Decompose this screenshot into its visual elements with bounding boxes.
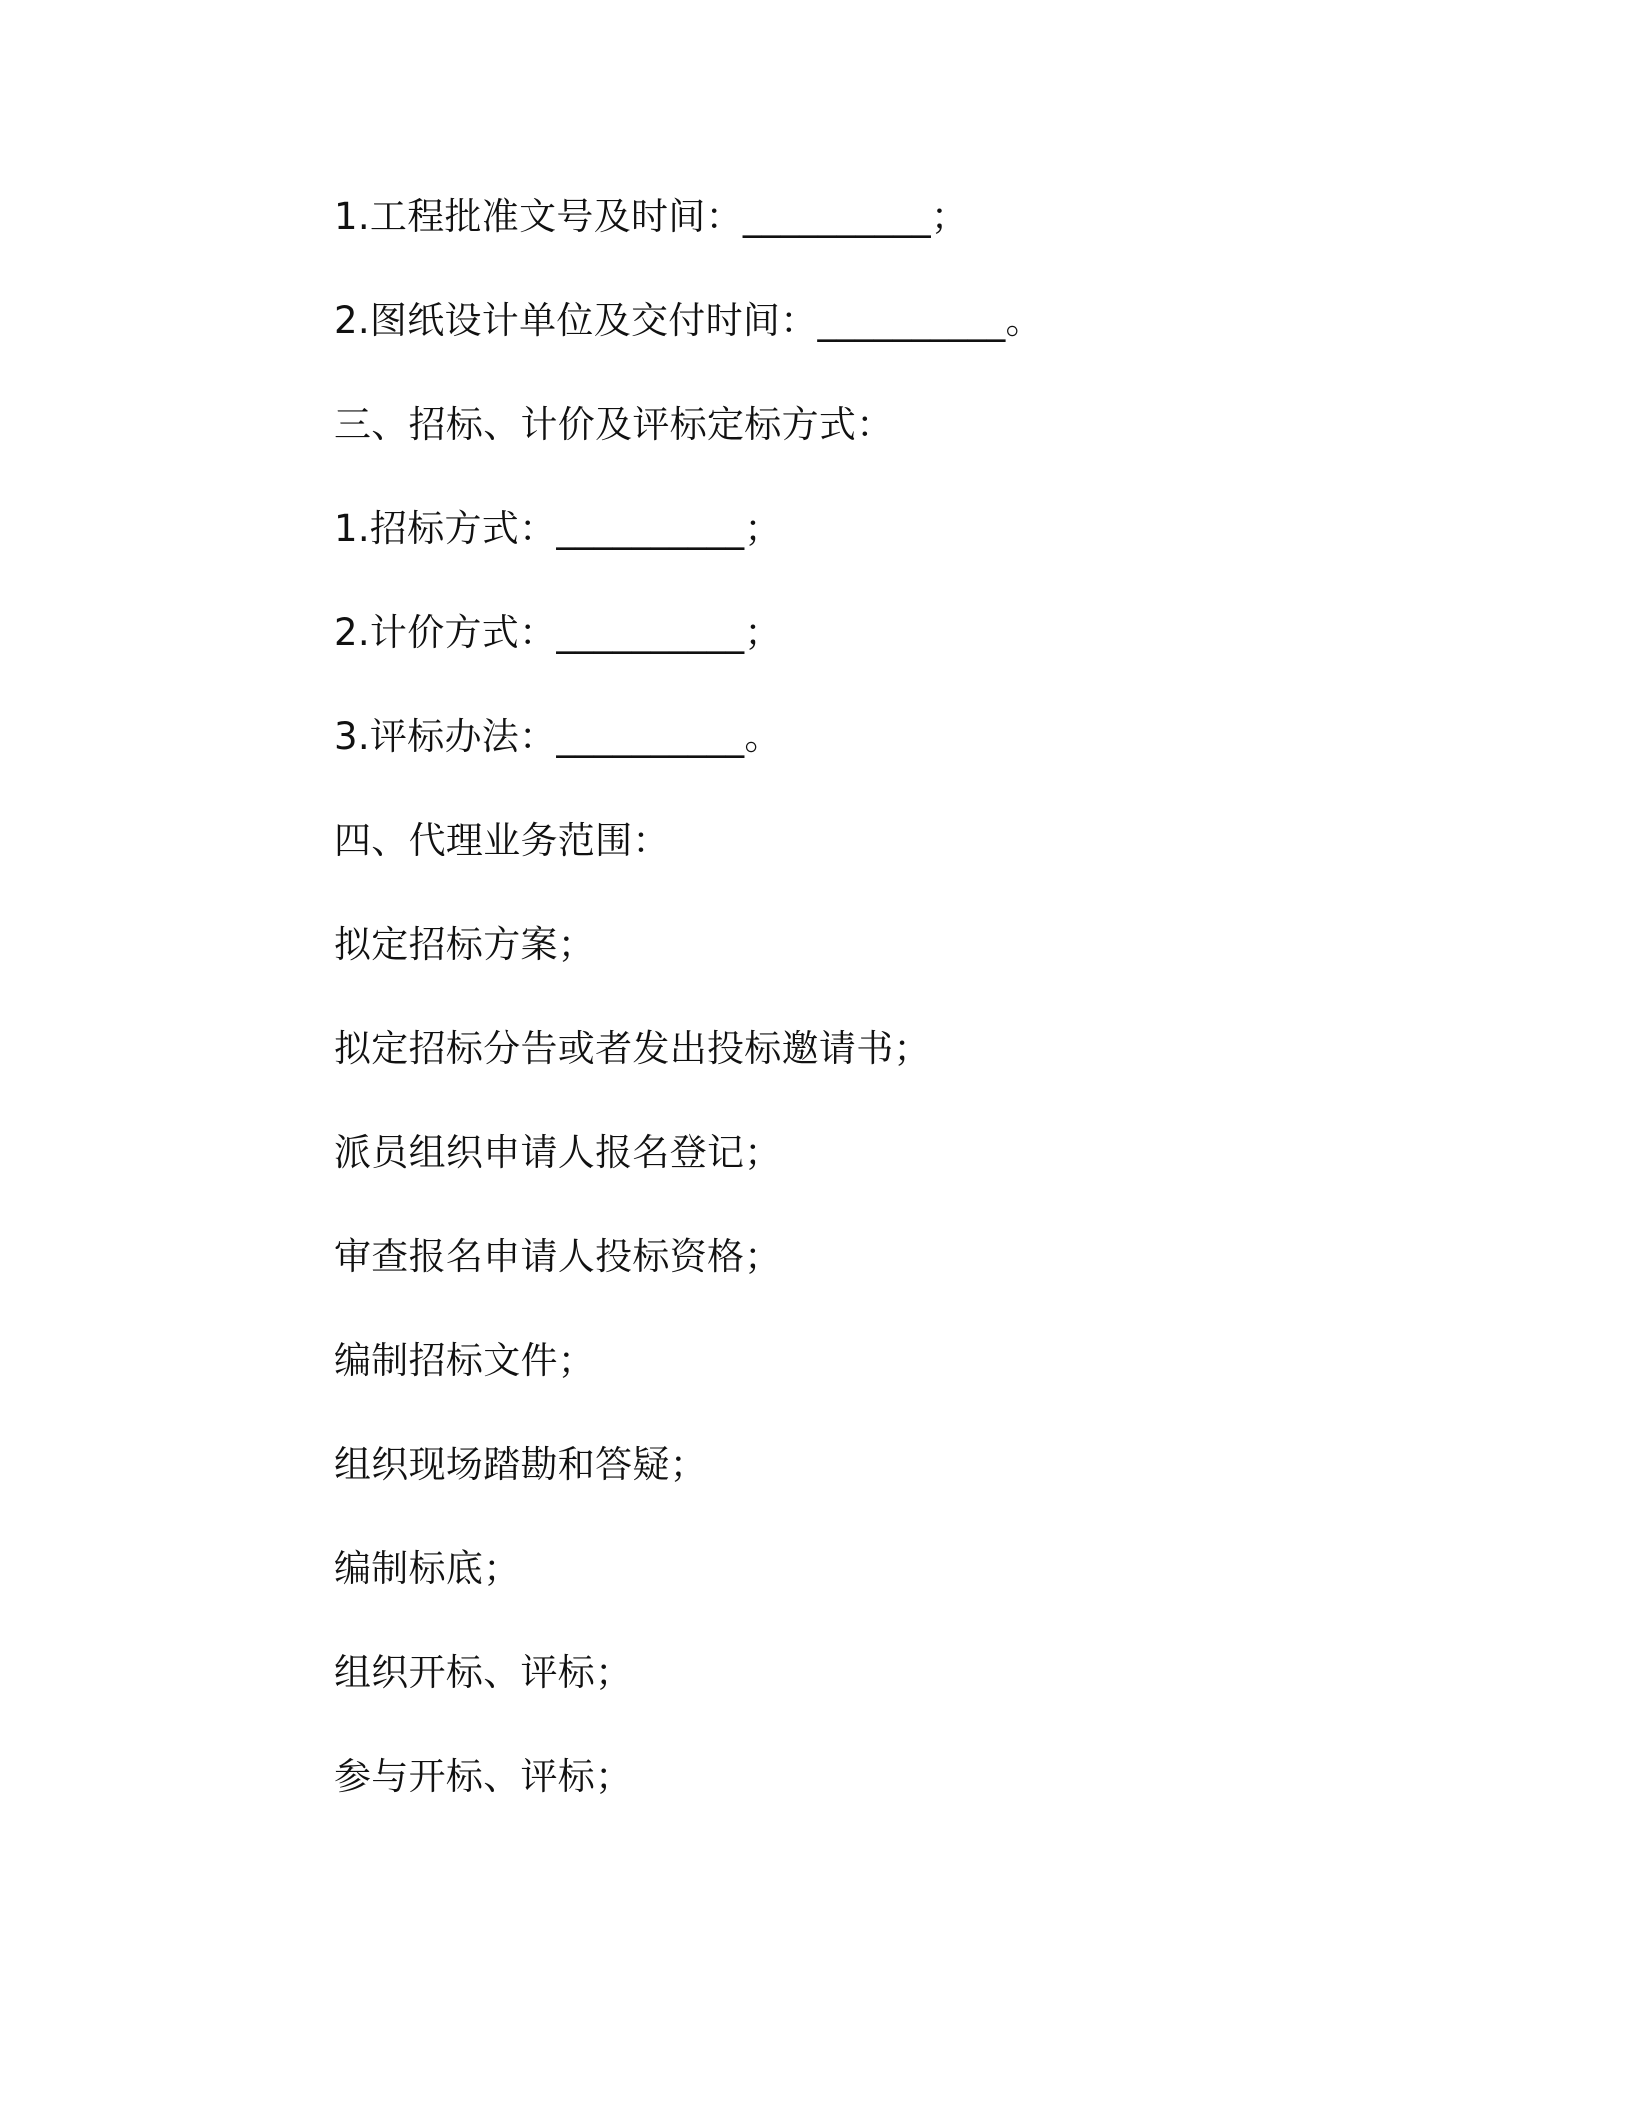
scope-item-3: 派员组织申请人报名登记；: [334, 1131, 782, 1174]
scope-item-6: 组织现场踏勘和答疑；: [334, 1443, 707, 1486]
scope-item-8: 组织开标、评标；: [334, 1651, 633, 1694]
design-unit-line: 2.图纸设计单位及交付时间：__________。: [334, 299, 1043, 342]
document-body: [334, 185, 1514, 1849]
tender-method-line: 1.招标方式：__________；: [334, 507, 782, 550]
section-three-heading: 三、招标、计价及评标定标方式：: [334, 403, 894, 446]
section-four-heading: 四、代理业务范围：: [334, 819, 670, 862]
scope-item-2: 拟定招标分告或者发出投标邀请书；: [334, 1027, 931, 1070]
scope-item-9: 参与开标、评标；: [334, 1755, 633, 1798]
scope-item-7: 编制标底；: [334, 1547, 521, 1590]
evaluation-method-line: 3.评标办法：__________。: [334, 715, 782, 758]
approval-number-line: 1.工程批准文号及时间：__________；: [334, 195, 969, 238]
scope-item-4: 审查报名申请人投标资格；: [334, 1235, 782, 1278]
pricing-method-line: 2.计价方式：__________；: [334, 611, 782, 654]
scope-item-5: 编制招标文件；: [334, 1339, 596, 1382]
scope-item-1: 拟定招标方案；: [334, 923, 596, 966]
